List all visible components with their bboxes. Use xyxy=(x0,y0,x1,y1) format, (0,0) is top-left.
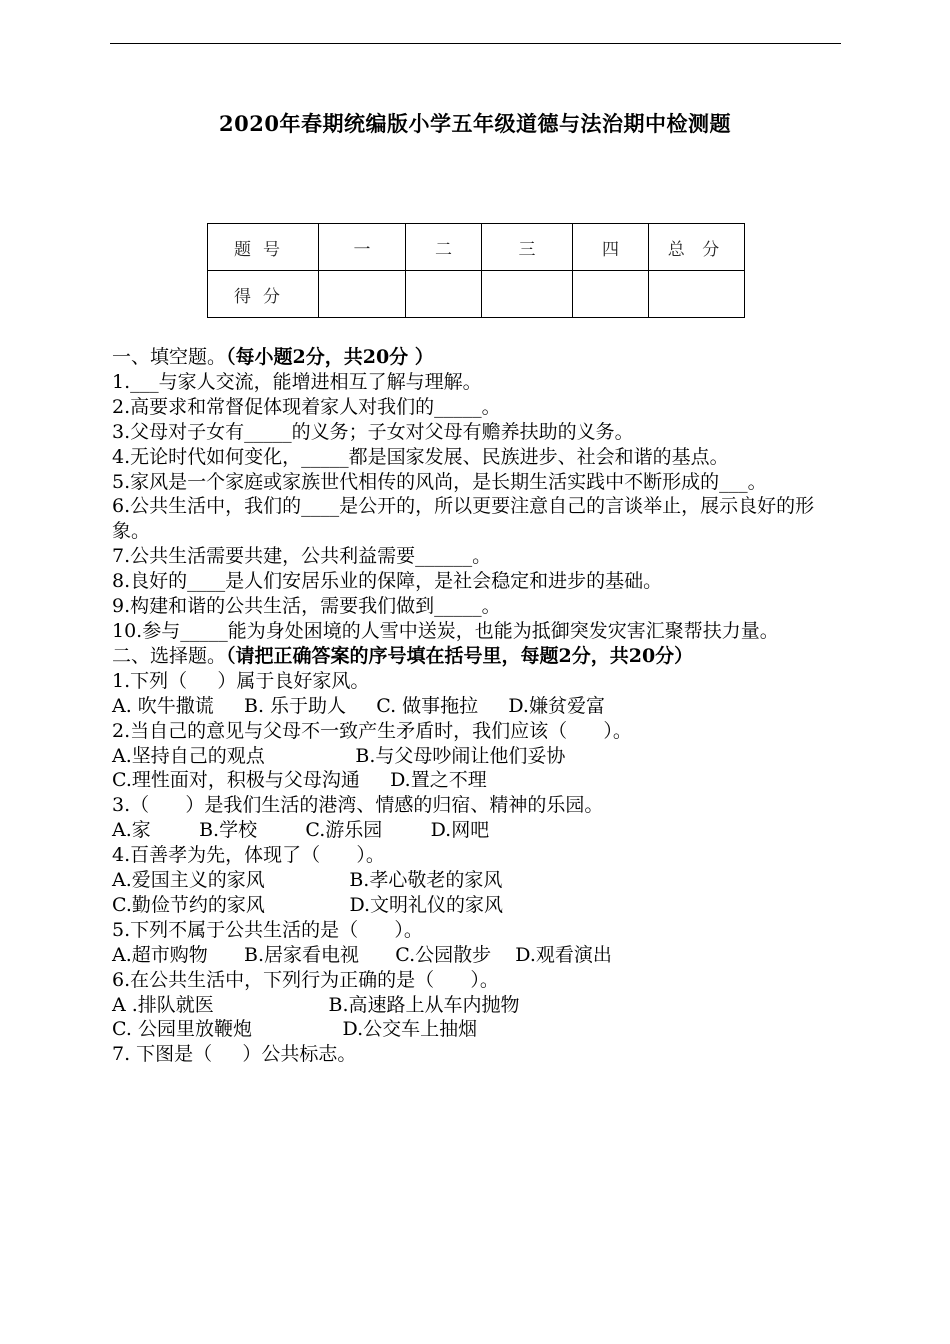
row-label-score: 得分 xyxy=(208,271,319,318)
choice-question-3-options: A.家 B.学校 C.游乐园 D.网吧 xyxy=(112,819,490,842)
section-2-title: 二、选择题。 xyxy=(112,644,227,667)
choice-question-3: 3.（ ）是我们生活的港湾、情感的归宿、精神的乐园。 xyxy=(112,794,604,817)
section-1-heading xyxy=(112,345,842,370)
choice-question-2: 2.当自己的意见与父母不一致产生矛盾时，我们应该（ ）。 xyxy=(112,719,632,742)
choice-question-1-options: A. 吹牛撒谎 B. 乐于助人 C. 做事拖拉 D.嫌贫爱富 xyxy=(112,694,605,717)
choice-question-6-options-cd: C. 公园里放鞭炮 D.公交车上抽烟 xyxy=(112,1018,478,1041)
choice-question-5-options: A.超市购物 B.居家看电视 C.公园散步 D.观看演出 xyxy=(112,943,612,966)
header-cell-section-1: 一 xyxy=(319,224,406,271)
exam-content xyxy=(112,345,842,1067)
score-cell-section-2[interactable] xyxy=(406,271,482,318)
score-cell-section-4[interactable] xyxy=(573,271,649,318)
fill-question-7: 7.公共生活需要共建，公共利益需要______。 xyxy=(112,545,492,568)
choice-question-4-options-ab: A.爱国主义的家风 B.孝心敬老的家风 xyxy=(112,869,503,892)
choice-question-2-options-cd: C.理性面对，积极与父母沟通 D.置之不理 xyxy=(112,769,487,792)
fill-question-3: 3.父母对子女有_____的义务；子女对父母有赡养扶助的义务。 xyxy=(112,420,634,443)
fill-question-1: 1.___与家人交流，能增进相互了解与理解。 xyxy=(112,370,482,393)
choice-question-2-options-ab: A.坚持自己的观点 B.与父母吵闹让他们妥协 xyxy=(112,744,566,767)
choice-question-6: 6.在公共生活中，下列行为正确的是（ ）。 xyxy=(112,968,499,991)
fill-question-10: 10.参与_____能为身处困境的人雪中送炭，也能为抵御突发灾害汇聚帮扶力量。 xyxy=(112,619,779,642)
fill-question-4: 4.无论时代如何变化，_____都是国家发展、民族进步、社会和谐的基点。 xyxy=(112,445,729,468)
score-table-header-row xyxy=(208,224,745,271)
section-2-heading xyxy=(112,644,842,669)
fill-question-8: 8.良好的____是人们安居乐业的保障，是社会稳定和进步的基础。 xyxy=(112,570,663,593)
choice-question-7: 7. 下图是（ ）公共标志。 xyxy=(112,1043,357,1066)
fill-question-6: 6.公共生活中，我们的____是公开的，所以更要注意自己的言谈举止，展示良好的形象。 xyxy=(112,495,815,543)
score-cell-total[interactable] xyxy=(649,271,745,318)
choice-question-5: 5.下列不属于公共生活的是（ ）。 xyxy=(112,918,423,941)
header-cell-section-2: 二 xyxy=(406,224,482,271)
fill-question-9: 9.构建和谐的公共生活，需要我们做到_____。 xyxy=(112,595,501,618)
section-2-note: （请把正确答案的序号填在括号里，每题2分，共20分） xyxy=(226,644,694,667)
section-1-note: （每小题2分，共20分 ） xyxy=(226,346,434,368)
header-rule xyxy=(110,43,841,44)
header-cell-total: 总 分 xyxy=(649,224,745,271)
section-1-title: 一、填空题。 xyxy=(112,346,227,368)
header-cell-question-number: 题号 xyxy=(208,224,319,271)
fill-question-5: 5.家风是一个家庭或家族世代相传的风尚，是长期生活实践中不断形成的___。 xyxy=(112,470,767,493)
fill-question-2: 2.高要求和常督促体现着家人对我们的_____。 xyxy=(112,395,501,418)
score-table xyxy=(207,223,745,318)
score-table-score-row xyxy=(208,271,745,318)
header-cell-section-3: 三 xyxy=(482,224,573,271)
choice-question-1: 1.下列（ ）属于良好家风。 xyxy=(112,669,370,692)
choice-question-4: 4.百善孝为先，体现了（ ）。 xyxy=(112,844,385,867)
header-cell-section-4: 四 xyxy=(573,224,649,271)
score-cell-section-1[interactable] xyxy=(319,271,406,318)
page-title: 2020年春期统编版小学五年级道德与法治期中检测题 xyxy=(219,111,731,136)
score-cell-section-3[interactable] xyxy=(482,271,573,318)
choice-question-4-options-cd: C.勤俭节约的家风 D.文明礼仪的家风 xyxy=(112,893,504,916)
choice-question-6-options-ab: A .排队就医 B.高速路上从车内抛物 xyxy=(112,993,520,1016)
